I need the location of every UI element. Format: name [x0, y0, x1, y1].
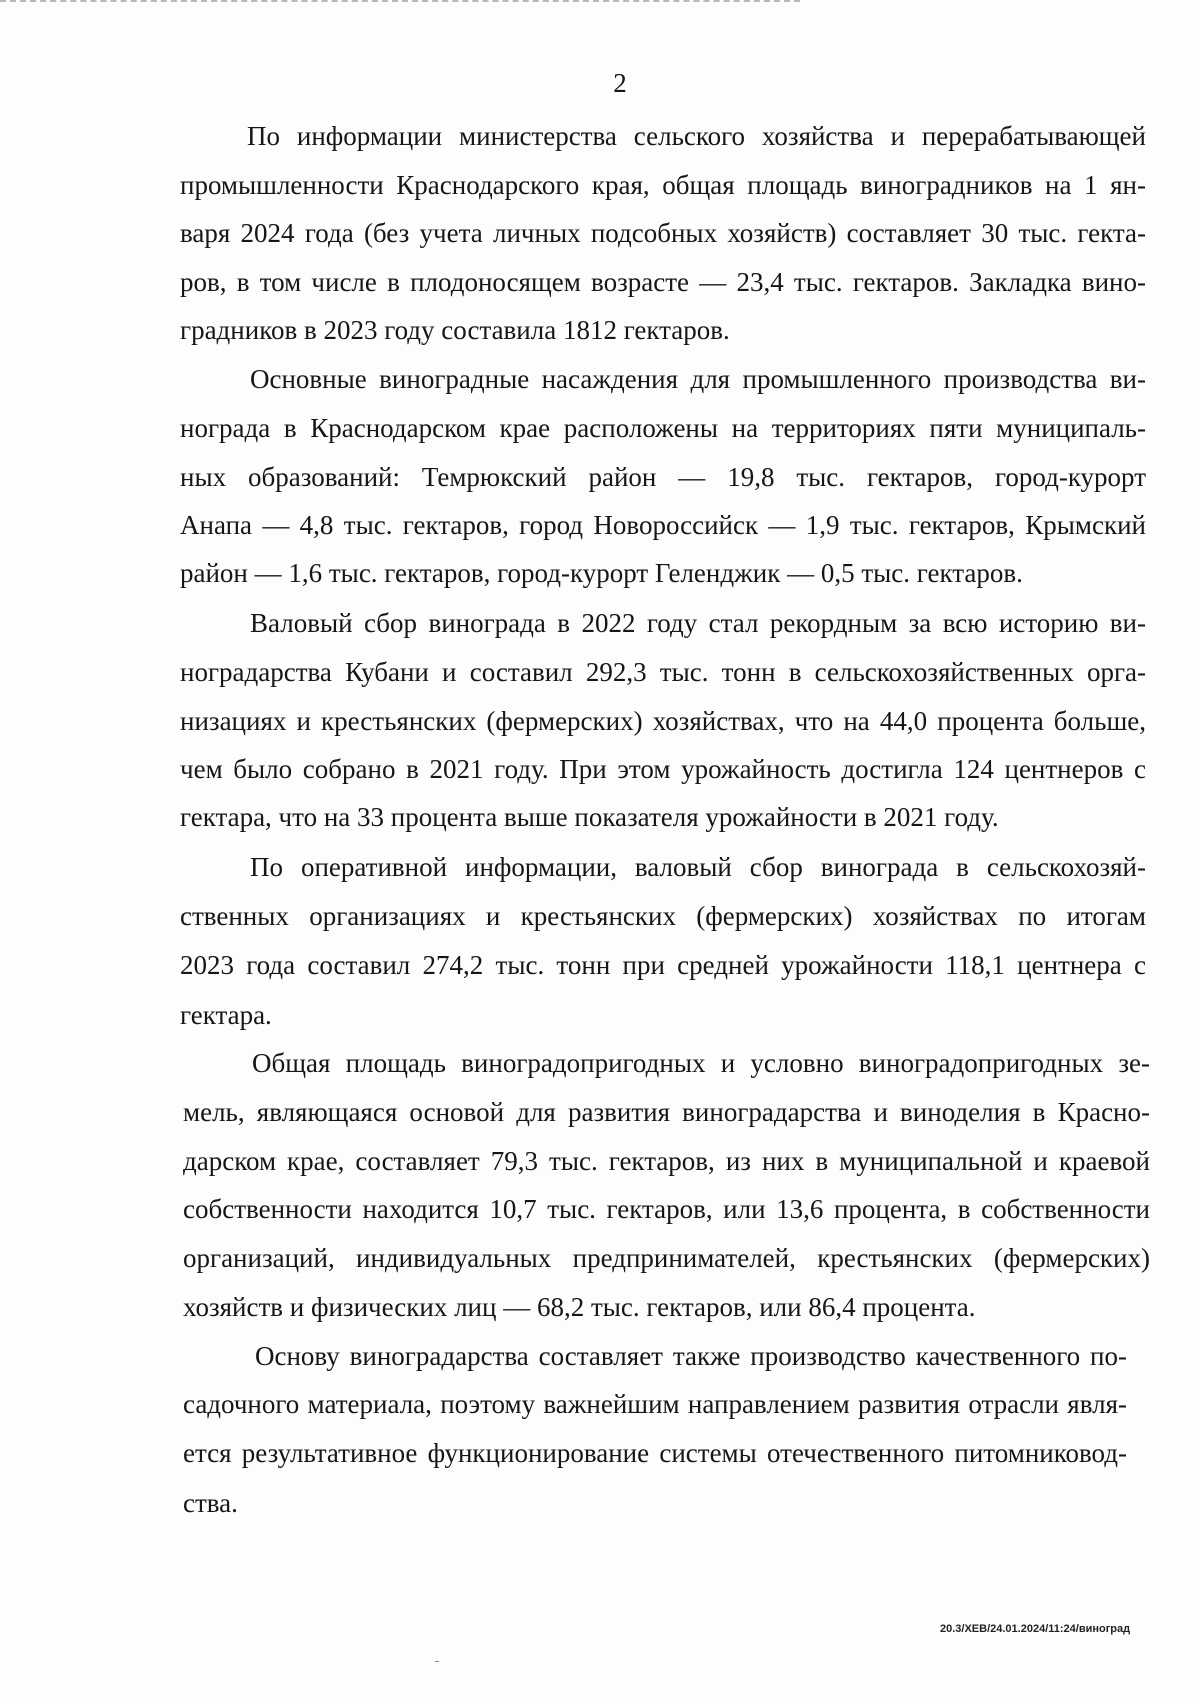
- paragraph-2-line-5: район — 1,6 тыс. гектаров, город-курорт Геленджик — 0,5 тыс. гектаров.: [180, 558, 1023, 588]
- paragraph-4-line-3: 2023 года составил 274,2 тыс. тонн при средней урожайности 118,1 центнера с: [180, 950, 1146, 980]
- paragraph-4-line-4: гектара.: [180, 1000, 272, 1030]
- paragraph-1-line-3: варя 2024 года (без учета личных подсобных хозяйств) составляет 30 тыс. гекта-: [180, 218, 1146, 248]
- paragraph-3-line-1: Валовый сбор винограда в 2022 году стал рекордным за всю историю ви-: [250, 608, 1146, 638]
- paragraph-6-line-2: садочного материала, поэтому важнейшим направлением развития отрасли явля-: [183, 1389, 1127, 1419]
- scan-edge-line: [0, 0, 800, 2]
- paragraph-5-line-5: организаций, индивидуальных предпринимателей, крестьянских (фермерских): [183, 1243, 1150, 1273]
- paragraph-3-line-4: чем было собрано в 2021 году. При этом урожайность достигла 124 центнеров с: [180, 754, 1146, 784]
- paragraph-5-line-2: мель, являющаяся основой для развития виноградарства и виноделия в Красно-: [183, 1097, 1150, 1127]
- paragraph-3-line-2: ноградарства Кубани и составил 292,3 тыс. тонн в сельскохозяйственных орга-: [180, 657, 1146, 687]
- paragraph-2-line-3: ных образований: Темрюкский район — 19,8 тыс. гектаров, город-курорт: [180, 462, 1146, 492]
- paragraph-6-line-1: Основу виноградарства составляет также производство качественного по-: [255, 1341, 1127, 1371]
- paragraph-3-line-5: гектара, что на 33 процента выше показателя урожайности в 2021 году.: [180, 802, 999, 832]
- paragraph-1-line-2: промышленности Краснодарского края, общая площадь виноградников на 1 ян-: [180, 170, 1146, 200]
- paragraph-4-line-2: ственных организациях и крестьянских (фермерских) хозяйствах по итогам: [180, 901, 1146, 931]
- paragraph-4-line-1: По оперативной информации, валовый сбор винограда в сельскохозяй-: [250, 852, 1146, 882]
- paragraph-2-line-1: Основные виноградные насаждения для промышленного производства ви-: [250, 364, 1146, 394]
- paragraph-5-line-3: дарском крае, составляет 79,3 тыс. гектаров, из них в муниципальной и краевой: [183, 1146, 1150, 1176]
- paragraph-6-line-4: ства.: [183, 1488, 238, 1518]
- paragraph-1-line-4: ров, в том числе в плодоносящем возрасте — 23,4 тыс. гектаров. Закладка вино-: [180, 267, 1146, 297]
- paragraph-1-line-5: градников в 2023 году составила 1812 гектаров.: [180, 315, 730, 345]
- paragraph-2-line-2: нограда в Краснодарском крае расположены на территориях пяти муниципаль-: [180, 413, 1146, 443]
- paragraph-5-line-6: хозяйств и физических лиц — 68,2 тыс. гектаров, или 86,4 процента.: [183, 1292, 976, 1322]
- document-footer-code: 20.3/ХЕВ/24.01.2024/11:24/виноград: [940, 1623, 1131, 1635]
- scan-speck: [435, 1661, 439, 1662]
- paragraph-2-line-4: Анапа — 4,8 тыс. гектаров, город Новороссийск — 1,9 тыс. гектаров, Крымский: [180, 510, 1146, 540]
- paragraph-5-line-1: Общая площадь виноградопригодных и условно виноградопригодных зе-: [252, 1048, 1150, 1078]
- paragraph-6-line-3: ется результативное функционирование системы отечественного питомниковод-: [183, 1438, 1127, 1468]
- paragraph-1-line-1: По информации министерства сельского хозяйства и перерабатывающей: [247, 121, 1146, 151]
- paragraph-3-line-3: низациях и крестьянских (фермерских) хозяйствах, что на 44,0 процента больше,: [180, 706, 1146, 736]
- paragraph-5-line-4: собственности находится 10,7 тыс. гектаров, или 13,6 процента, в собственности: [183, 1194, 1150, 1224]
- page-number: 2: [613, 68, 627, 98]
